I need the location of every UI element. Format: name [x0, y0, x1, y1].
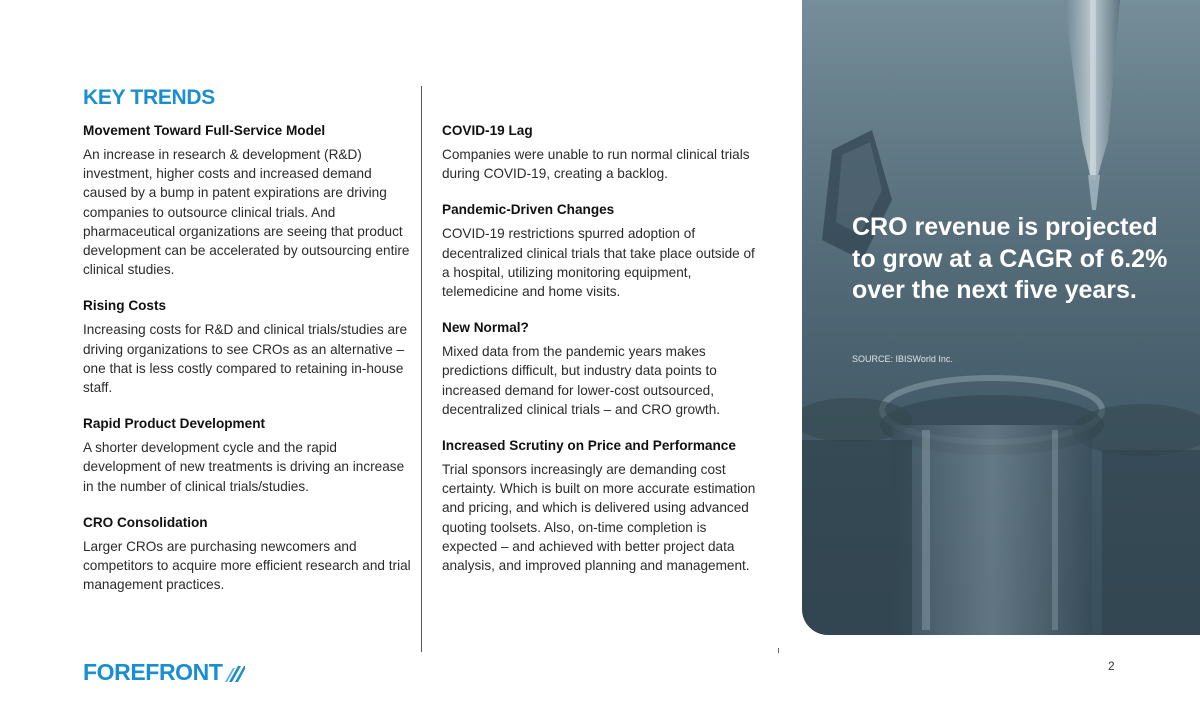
trend-body: Companies were unable to run normal clinical trials during COVID-19, creating a backlog. — [442, 147, 750, 182]
hero-image-panel — [802, 0, 1200, 635]
trend-title: CRO Consolidation — [83, 514, 208, 530]
trend-title: Pandemic-Driven Changes — [442, 202, 615, 218]
trend-title: New Normal? — [442, 320, 529, 336]
trend-section — [83, 297, 413, 397]
trend-section — [442, 201, 762, 301]
page-mark — [778, 648, 779, 653]
middle-column — [442, 122, 762, 593]
trend-title: Increased Scrutiny on Price and Performance — [442, 438, 736, 454]
trend-body: Mixed data from the pandemic years makes predictions difficult, but industry data points to increased demand for lower-cost outsourced, decentralized clinical trials – and CRO growth. — [442, 344, 721, 417]
lab-pipette-image — [802, 0, 1200, 635]
trend-body: Trial sponsors increasingly are demanding cost certainty. Which is built on more accurate estimation and pricing, and which is delivered using advanced quoting toolsets. Also, on-time completion is expected – and achieved with better project data analysis, and improved planning and management. — [442, 462, 756, 574]
trend-section — [442, 319, 762, 419]
section-heading: KEY TRENDS — [83, 86, 215, 109]
trend-title: Rising Costs — [83, 298, 167, 314]
trend-section — [83, 122, 413, 279]
logo-slash-icon — [225, 663, 245, 683]
trend-section — [442, 122, 762, 183]
trend-body: Increasing costs for R&D and clinical trials/studies are driving organizations to see CROs as an alternative – one that is less costly compared to retaining in-house staff. — [83, 322, 408, 396]
forefront-logo — [83, 659, 245, 686]
left-column — [83, 122, 413, 612]
trend-body: Larger CROs are purchasing newcomers and competitors to acquire more efficient research and trial management practices. — [83, 538, 411, 593]
trend-section — [83, 415, 413, 496]
trend-title: COVID-19 Lag — [442, 123, 533, 138]
trend-body: COVID-19 restrictions spurred adoption of decentralized clinical trials that take place outside of a hospital, utilizing monitoring equipment, telemedicine and home visits. — [442, 226, 755, 300]
trend-body: A shorter development cycle and the rapid development of new treatments is driving an increase in the number of clinical trials/studies. — [83, 440, 405, 494]
trend-title: Movement Toward Full-Service Model — [83, 123, 326, 138]
logo-wordmark: FOREFRONT — [83, 659, 223, 685]
hero-statistic-quote: CRO revenue is projected to grow at a CAGR of 6.2% over the next five years. — [852, 213, 1168, 304]
page-number: 2 — [1108, 659, 1115, 673]
trend-title: Rapid Product Development — [83, 416, 266, 432]
column-divider — [421, 86, 422, 652]
trend-section — [83, 514, 413, 595]
trend-body: An increase in research & development (R&D) investment, higher costs and increased demand caused by a bump in patent expirations are driving companies to outsource clinical trials. And pharmaceutical organizations are seeing that product development can be accelerated by outsourcing entire clinical studies. — [83, 147, 410, 278]
hero-source-note: SOURCE: IBISWorld Inc. — [852, 354, 953, 364]
trend-section — [442, 437, 762, 575]
